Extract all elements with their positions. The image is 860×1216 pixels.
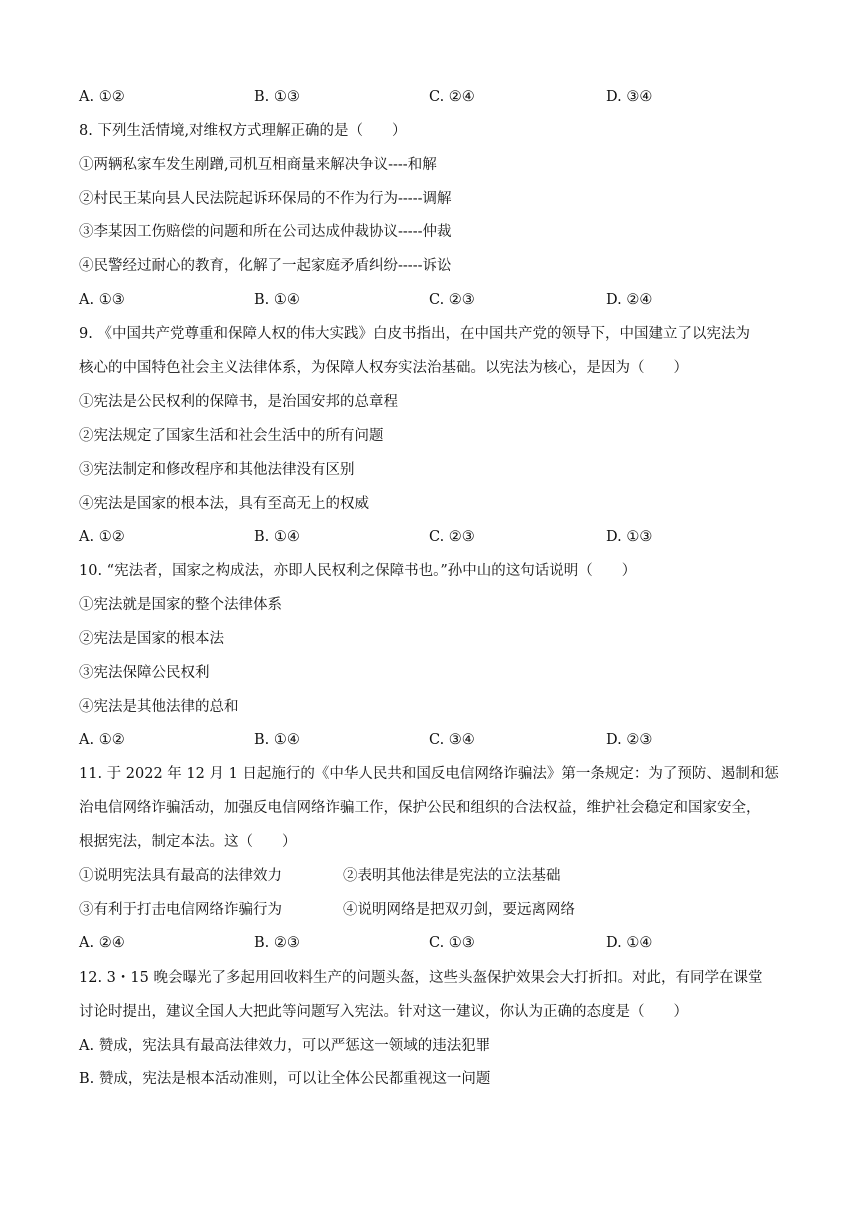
q10-item-4: ④宪法是其他法律的总和 [79,699,239,715]
q11-stem-line-3: 根据宪法，制定本法。这（ ） [79,834,297,850]
q9-item-1: ①宪法是公民权利的保障书，是治国安邦的总章程 [79,394,398,410]
q9-item-3: ③宪法制定和修改程序和其他法律没有区别 [79,462,355,478]
q7-option-c[interactable]: C. ②④ [429,89,475,105]
q10-item-3: ③宪法保障公民权利 [79,665,210,681]
q10-option-b[interactable]: B. ①④ [254,732,300,748]
q9-item-4: ④宪法是国家的根本法，具有至高无上的权威 [79,496,369,512]
q11-stem-line-2: 治电信网络诈骗活动，加强反电信网络诈骗工作，保护公民和组织的合法权益，维护社会稳定和国家安全， [79,800,761,816]
q7-options [79,87,799,107]
q9-option-b[interactable]: B. ①④ [254,529,300,545]
q10-item-2: ②宪法是国家的根本法 [79,631,224,647]
q12-option-a[interactable]: A. 赞成，宪法具有最高法律效力，可以严惩这一领域的违法犯罪 [79,1038,491,1054]
q9-stem-line-2: 核心的中国特色社会主义法律体系，为保障人权夯实法治基础。以宪法为核心，是因为（ ） [79,360,688,376]
q11-item-1: ①说明宪法具有最高的法律效力 [79,868,282,884]
q11-option-a[interactable]: A. ②④ [79,935,125,951]
q10-option-a[interactable]: A. ①② [79,732,125,748]
q11-item-3: ③有利于打击电信网络诈骗行为 [79,902,282,918]
q8-item-3: ③李某因工伤赔偿的问题和所在公司达成仲裁协议-----仲裁 [79,224,452,240]
q9-option-a[interactable]: A. ①② [79,529,125,545]
q10-option-d[interactable]: D. ②③ [606,732,653,748]
q9-option-d[interactable]: D. ①③ [606,529,653,545]
q9-options [79,527,799,547]
q9-option-c[interactable]: C. ②③ [429,529,475,545]
q8-option-c[interactable]: C. ②③ [429,292,475,308]
q9-stem-line-1: 9. 《中国共产党尊重和保障人权的伟大实践》白皮书指出，在中国共产党的领导下，中国建立了以宪法为 [79,326,750,342]
q7-option-a[interactable]: A. ①② [79,89,125,105]
q11-option-b[interactable]: B. ②③ [254,935,300,951]
q11-stem-line-1: 11. 于 2022 年 12 月 1 日起施行的《中华人民共和国反电信网络诈骗法》第一条规定：为了预防、遏制和惩 [79,766,779,782]
q10-stem: 10. “宪法者，国家之构成法，亦即人民权利之保障书也。”孙中山的这句话说明（ ） [79,563,637,579]
q8-item-1: ①两辆私家车发生剐蹭,司机互相商量来解决争议----和解 [79,157,437,173]
q10-option-c[interactable]: C. ③④ [429,732,475,748]
q8-stem: 8. 下列生活情境,对维权方式理解正确的是（ ） [79,123,407,139]
q8-option-b[interactable]: B. ①④ [254,292,300,308]
q11-items-row-1 [79,866,799,886]
q8-option-d[interactable]: D. ②④ [606,292,653,308]
q10-options [79,730,799,750]
q8-item-2: ②村民王某向县人民法院起诉环保局的不作为行为-----调解 [79,191,452,207]
q11-options [79,933,799,953]
q11-item-4: ④说明网络是把双刃剑，要远离网络 [343,902,575,918]
q11-item-2: ②表明其他法律是宪法的立法基础 [343,868,561,884]
q11-option-c[interactable]: C. ①③ [429,935,475,951]
q11-items-row-2 [79,900,799,920]
q12-stem-line-2: 讨论时提出，建议全国人大把此等问题写入宪法。针对这一建议，你认为正确的态度是（ ） [79,1004,688,1020]
q10-item-1: ①宪法就是国家的整个法律体系 [79,597,282,613]
q7-option-b[interactable]: B. ①③ [254,89,300,105]
q8-option-a[interactable]: A. ①③ [79,292,125,308]
q11-option-d[interactable]: D. ①④ [606,935,653,951]
q9-item-2: ②宪法规定了国家生活和社会生活中的所有问题 [79,428,384,444]
q8-item-4: ④民警经过耐心的教育，化解了一起家庭矛盾纠纷-----诉讼 [79,258,452,274]
q7-option-d[interactable]: D. ③④ [606,89,653,105]
q12-option-b[interactable]: B. 赞成，宪法是根本活动准则，可以让全体公民都重视这一问题 [79,1071,491,1087]
q12-stem-line-1: 12. 3・15 晚会曝光了多起用回收料生产的问题头盔，这些头盔保护效果会大打折扣。对此，有同学在课堂 [79,970,763,986]
q8-options [79,290,799,310]
